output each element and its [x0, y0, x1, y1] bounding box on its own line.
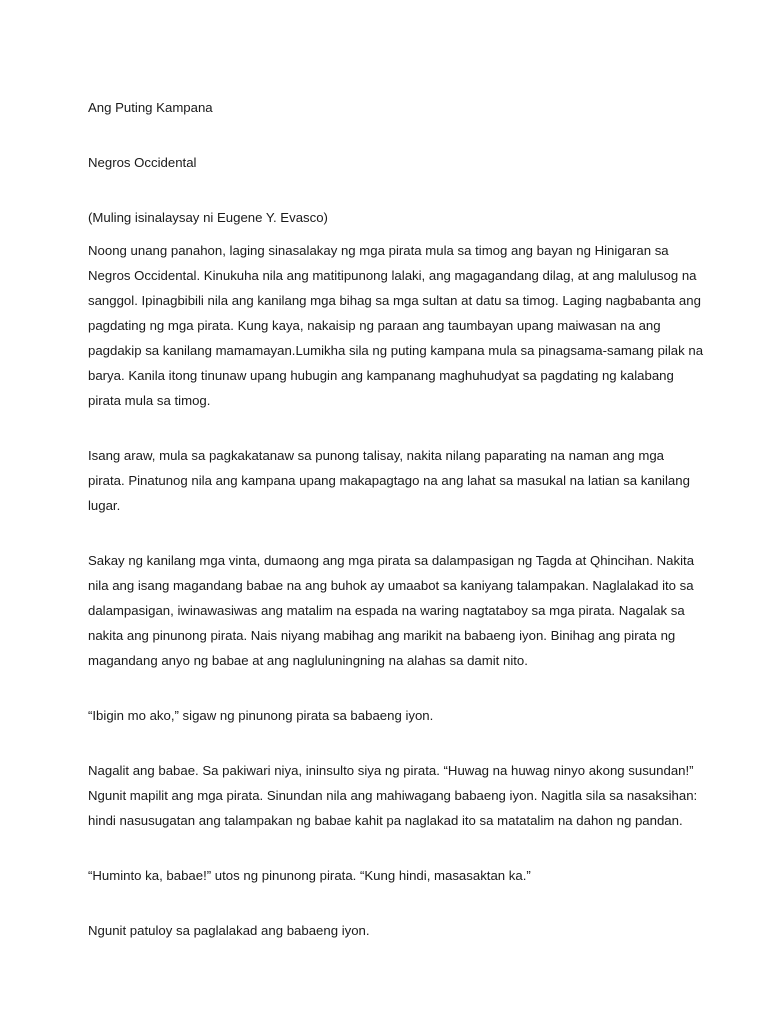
paragraph-line: sanggol. Ipinagbibili nila ang kanilang mga bihag sa mga sultan at datu sa timog. Laging nagbabanta ang — [88, 293, 701, 308]
paragraph-line: lugar. — [88, 498, 121, 513]
paragraph-line: pagdating ng mga pirata. Kung kaya, nakaisip ng paraan ang taumbayan upang maiwasan na ang — [88, 318, 661, 333]
document-page — [88, 95, 708, 971]
paragraph-line: nila ang isang magandang babae na ang buhok ay umaabot sa kaniyang talampakan. Naglalakad ito sa — [88, 578, 694, 593]
paragraph-line: Ngunit mapilit ang mga pirata. Sinundan nila ang mahiwagang babaeng iyon. Nagitla sila sa nasaksihan: — [88, 788, 698, 803]
paragraph-line: Sakay ng kanilang mga vinta, dumaong ang mga pirata sa dalampasigan ng Tagda at Qhincihan. Nakita — [88, 553, 695, 568]
paragraph-3 — [88, 548, 708, 673]
paragraph-2 — [88, 443, 708, 518]
paragraph-line: hindi nasusugatan ang talampakan ng babae kahit pa naglakad ito sa matatalim na dahon ng pandan. — [88, 813, 683, 828]
paragraph-1 — [88, 238, 708, 413]
paragraph-line: Ngunit patuloy sa paglalakad ang babaeng iyon. — [88, 923, 370, 938]
paragraph-7 — [88, 918, 708, 943]
document-title: Ang Puting Kampana — [88, 100, 213, 115]
paragraph-line: pirata. Pinatunog nila ang kampana upang makapagtago na ang lahat sa masukal na latian sa kanilang — [88, 473, 690, 488]
paragraph-line: dalampasigan, iwinawasiwas ang matalim na espada na waring nagtataboy sa mga pirata. Nagalak sa — [88, 603, 685, 618]
paragraph-line: magandang anyo ng babae at ang nagluluningning na alahas sa damit nito. — [88, 653, 528, 668]
paragraph-5 — [88, 758, 708, 833]
paragraph-line: Noong unang panahon, laging sinasalakay ng mga pirata mula sa timog ang bayan ng Hinigaran sa — [88, 243, 669, 258]
paragraph-line: Isang araw, mula sa pagkakatanaw sa punong talisay, nakita nilang paparating na naman ang mga — [88, 448, 664, 463]
paragraph-6 — [88, 863, 708, 888]
paragraph-line: Nagalit ang babae. Sa pakiwari niya, ininsulto siya ng pirata. “Huwag na huwag ninyo akong susundan!” — [88, 763, 694, 778]
paragraph-line: “Huminto ka, babae!” utos ng pinunong pirata. “Kung hindi, masasaktan ka.” — [88, 868, 531, 883]
paragraph-line: “Ibigin mo ako,” sigaw ng pinunong pirata sa babaeng iyon. — [88, 708, 434, 723]
paragraph-line: pirata mula sa timog. — [88, 393, 211, 408]
paragraph-line: pagdakip sa kanilang mamamayan.Lumikha sila ng puting kampana mula sa pinagsama-samang pilak na — [88, 343, 704, 358]
paragraph-line: barya. Kanila itong tinunaw upang hubugin ang kampanang maghuhudyat sa pagdating ng kalabang — [88, 368, 674, 383]
province-heading: Negros Occidental — [88, 155, 197, 170]
author-note: (Muling isinalaysay ni Eugene Y. Evasco) — [88, 210, 328, 225]
paragraph-line: Negros Occidental. Kinukuha nila ang matitipunong lalaki, ang magagandang dilag, at ang malulusog na — [88, 268, 697, 283]
paragraph-line: nakita ang pinunong pirata. Nais niyang mabihag ang marikit na babaeng iyon. Binihag ang pirata ng — [88, 628, 676, 643]
paragraph-4 — [88, 703, 708, 728]
